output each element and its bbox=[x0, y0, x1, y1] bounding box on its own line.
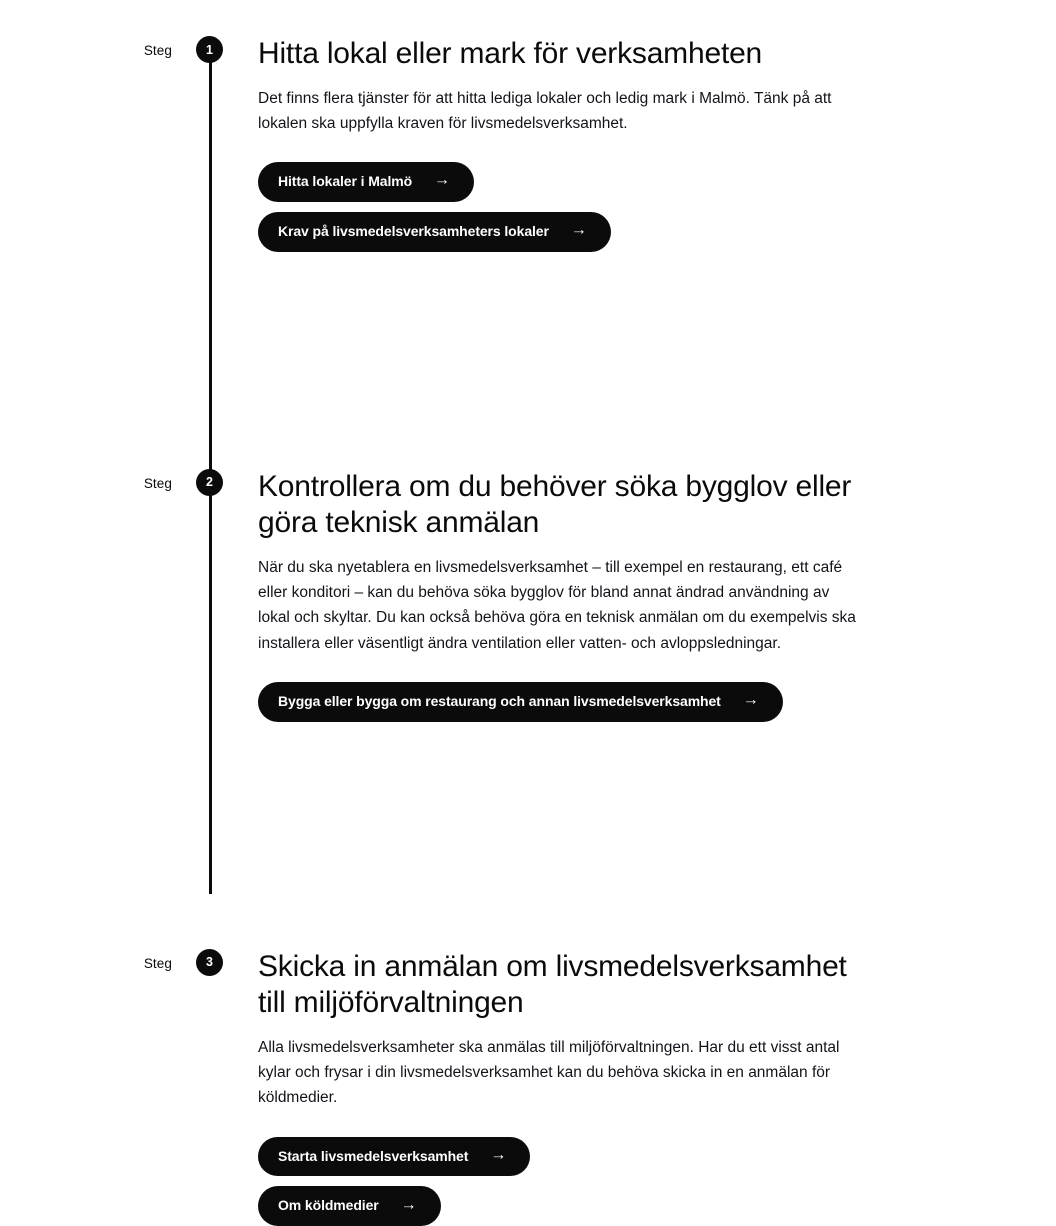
arrow-right-icon: → bbox=[742, 691, 759, 709]
button-label: Bygga eller bygga om restaurang och annan livsmedelsverksamhet bbox=[278, 692, 721, 709]
step-3-button-group bbox=[258, 1137, 856, 1226]
arrow-right-icon: → bbox=[400, 1196, 417, 1214]
arrow-right-icon: → bbox=[490, 1146, 507, 1164]
button-krav-pa-livsmedelsverksamheters-lokaler[interactable] bbox=[258, 212, 611, 252]
step-marker-column-1 bbox=[0, 36, 213, 58]
step-content-1 bbox=[209, 36, 916, 252]
button-label: Om köldmedier bbox=[278, 1197, 379, 1214]
button-starta-livsmedelsverksamhet[interactable] bbox=[258, 1137, 530, 1177]
step-1-button-group bbox=[258, 162, 856, 252]
step-body-2: När du ska nyetablera en livsmedelsverksamhet – till exempel en restaurang, ett café eller konditori – kan du behöva söka bygglov för bland annat ändrad användning av lokal och skyltar. Du kan också behöva göra en teknisk anmälan om du exempelvis ska installera eller väsentligt ändra ventilation eller vatten- och avloppsledningar. bbox=[258, 558, 856, 652]
step-marker-column-2 bbox=[0, 469, 213, 491]
step-marker-column-3 bbox=[0, 949, 213, 971]
button-label: Starta livsmedelsverksamhet bbox=[278, 1147, 469, 1164]
step-content-3 bbox=[209, 949, 916, 1226]
arrow-right-icon: → bbox=[570, 221, 587, 239]
step-item-3 bbox=[0, 949, 1056, 1226]
step-body-3: Alla livsmedelsverksamheter ska anmälas till miljöförvaltningen. Har du ett visst antal kylar och frysar i din livsmedelsverksamhet kan du behöva skicka in en anmälan för köldmedier. bbox=[258, 1038, 840, 1107]
step-item-2 bbox=[0, 469, 1056, 722]
button-hitta-lokaler-i-malmo[interactable] bbox=[258, 162, 474, 202]
button-label: Krav på livsmedelsverksamheters lokaler bbox=[278, 222, 549, 239]
step-2-button-group bbox=[258, 682, 856, 722]
step-bullet-2: 2 bbox=[196, 469, 223, 496]
step-heading-1: Hitta lokal eller mark för verksamheten bbox=[258, 37, 763, 70]
step-heading-2: Kontrollera om du behöver söka bygglov eller göra teknisk anmälan bbox=[258, 469, 852, 540]
button-bygga-eller-bygga-om-restaurang[interactable] bbox=[258, 682, 783, 722]
step-bullet-1: 1 bbox=[196, 36, 223, 63]
step-label-1: Steg bbox=[143, 43, 172, 58]
button-label: Hitta lokaler i Malmö bbox=[278, 173, 413, 190]
step-bullet-3: 3 bbox=[196, 949, 223, 976]
step-content-2 bbox=[209, 469, 916, 722]
step-body-1: Det finns flera tjänster för att hitta lediga lokaler och ledig mark i Malmö. Tänk på att lokalen ska uppfylla kraven för livsmedelsverksamhet. bbox=[258, 89, 832, 132]
step-item-1 bbox=[0, 36, 1056, 252]
arrow-right-icon: → bbox=[434, 171, 450, 189]
step-label-3: Steg bbox=[143, 955, 172, 971]
step-label-2: Steg bbox=[143, 475, 172, 491]
step-heading-3: Skicka in anmälan om livsmedelsverksamhet till miljöförvaltningen bbox=[258, 949, 847, 1020]
button-om-koldmedier[interactable] bbox=[258, 1186, 441, 1226]
